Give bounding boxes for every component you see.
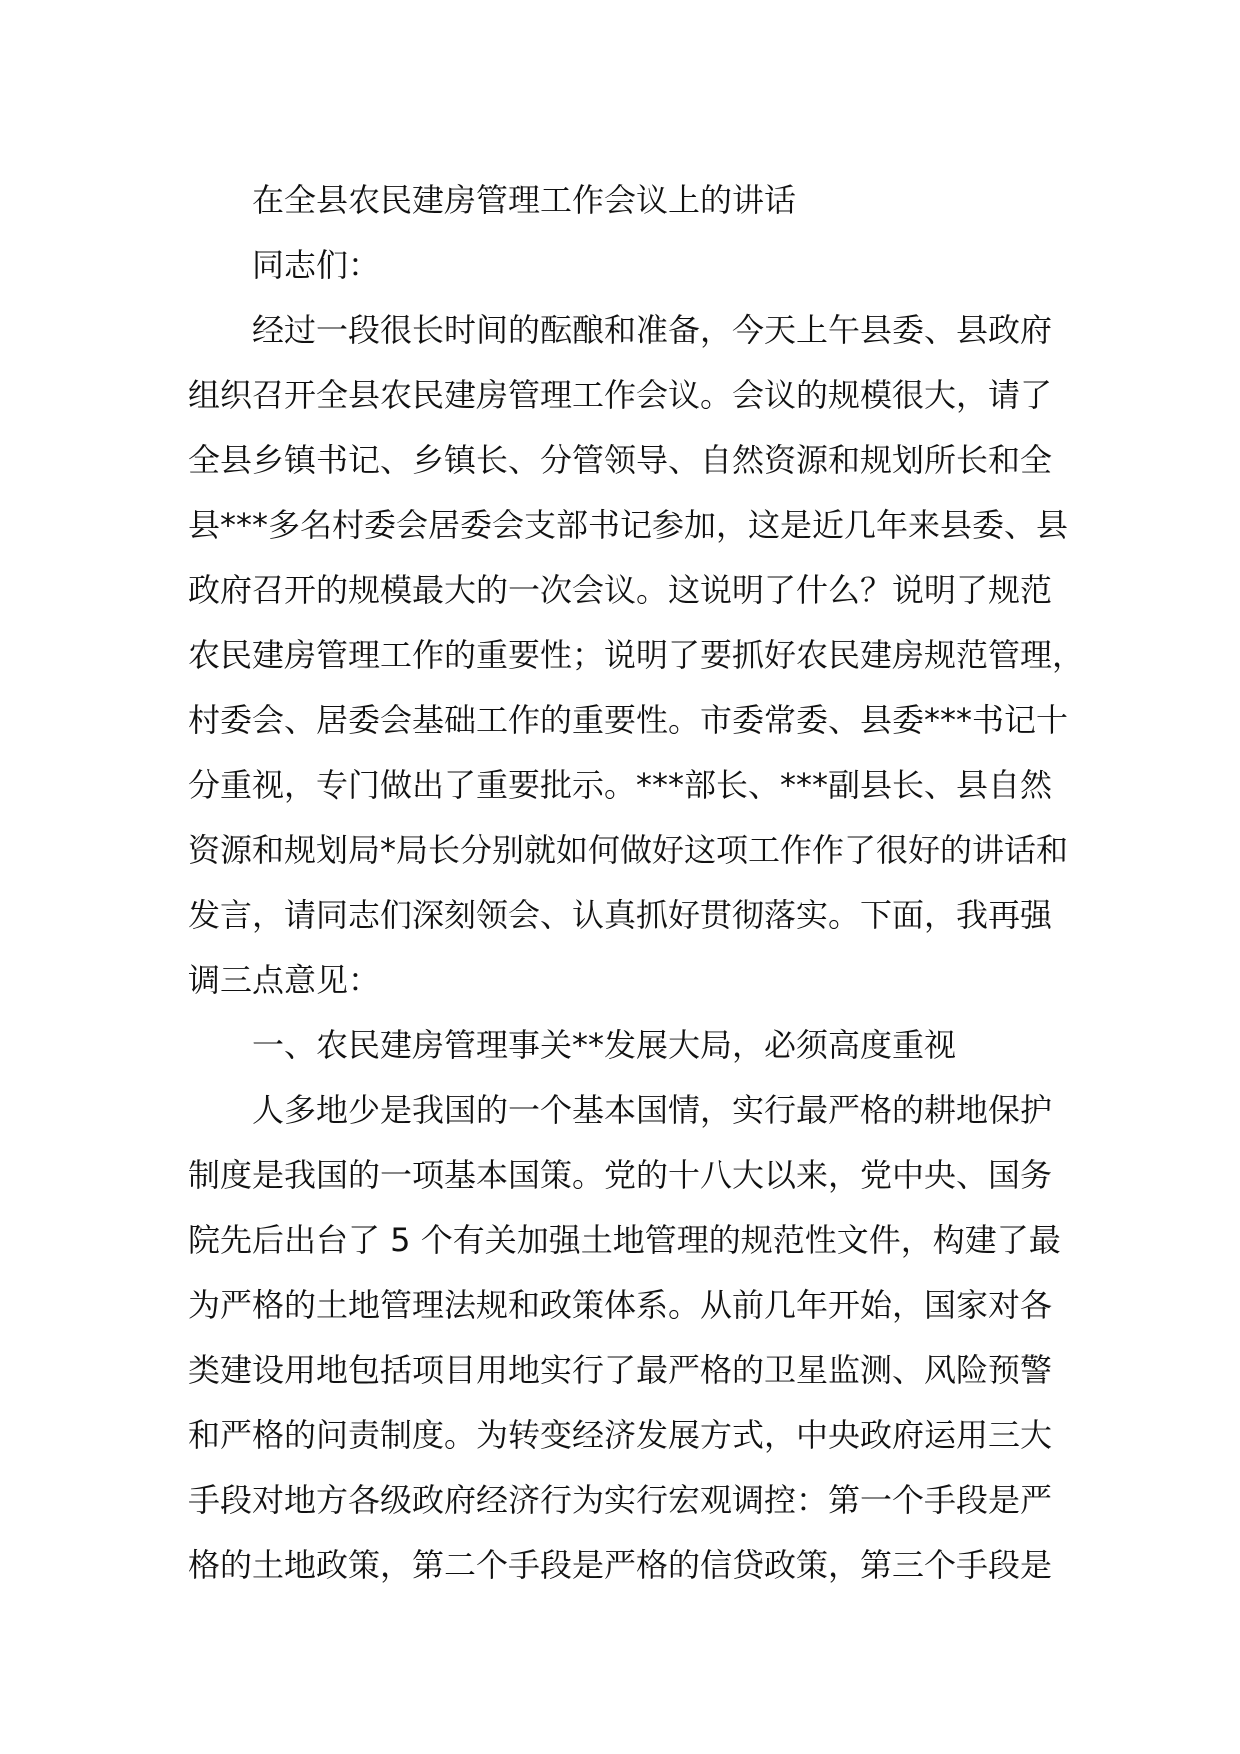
paragraph-line: 格的土地政策，第二个手段是严格的信贷政策，第三个手段是 <box>188 1546 1053 1584</box>
paragraph-line: 手段对地方各级政府经济行为实行宏观调控：第一个手段是严 <box>188 1481 1053 1519</box>
salutation: 同志们： <box>252 246 381 284</box>
paragraph-line: 组织召开全县农民建房管理工作会议。会议的规模很大，请了 <box>188 376 1053 414</box>
paragraph-line: 县***多名村委会居委会支部书记参加，这是近几年来县委、县 <box>188 506 1069 544</box>
paragraph-line: 调三点意见： <box>188 961 381 999</box>
paragraph-line: 农民建房管理工作的重要性；说明了要抓好农民建房规范管理， <box>188 636 1085 674</box>
paragraph-line: 经过一段很长时间的酝酿和准备，今天上午县委、县政府 <box>252 311 1053 349</box>
paragraph-line: 分重视，专门做出了重要批示。***部长、***副县长、县自然 <box>188 766 1053 804</box>
paragraph-line: 类建设用地包括项目用地实行了最严格的卫星监测、风险预警 <box>188 1351 1053 1389</box>
paragraph-line: 院先后出台了 5 个有关加强土地管理的规范性文件，构建了最 <box>188 1221 1061 1259</box>
paragraph-line: 资源和规划局*局长分别就如何做好这项工作作了很好的讲话和 <box>188 831 1069 869</box>
paragraph-line: 村委会、居委会基础工作的重要性。市委常委、县委***书记十 <box>188 701 1069 739</box>
paragraph-line: 全县乡镇书记、乡镇长、分管领导、自然资源和规划所长和全 <box>188 441 1053 479</box>
paragraph-line: 为严格的土地管理法规和政策体系。从前几年开始，国家对各 <box>188 1286 1053 1324</box>
paragraph-line: 发言，请同志们深刻领会、认真抓好贯彻落实。下面，我再强 <box>188 896 1053 934</box>
section-heading: 一、农民建房管理事关**发展大局，必须高度重视 <box>252 1026 957 1064</box>
paragraph-line: 人多地少是我国的一个基本国情，实行最严格的耕地保护 <box>252 1091 1053 1129</box>
document-body <box>188 168 1093 1598</box>
paragraph-line: 制度是我国的一项基本国策。党的十八大以来，党中央、国务 <box>188 1156 1053 1194</box>
paragraph-line: 政府召开的规模最大的一次会议。这说明了什么？说明了规范 <box>188 571 1053 609</box>
document-title: 在全县农民建房管理工作会议上的讲话 <box>252 181 797 219</box>
paragraph-line: 和严格的问责制度。为转变经济发展方式，中央政府运用三大 <box>188 1416 1053 1454</box>
